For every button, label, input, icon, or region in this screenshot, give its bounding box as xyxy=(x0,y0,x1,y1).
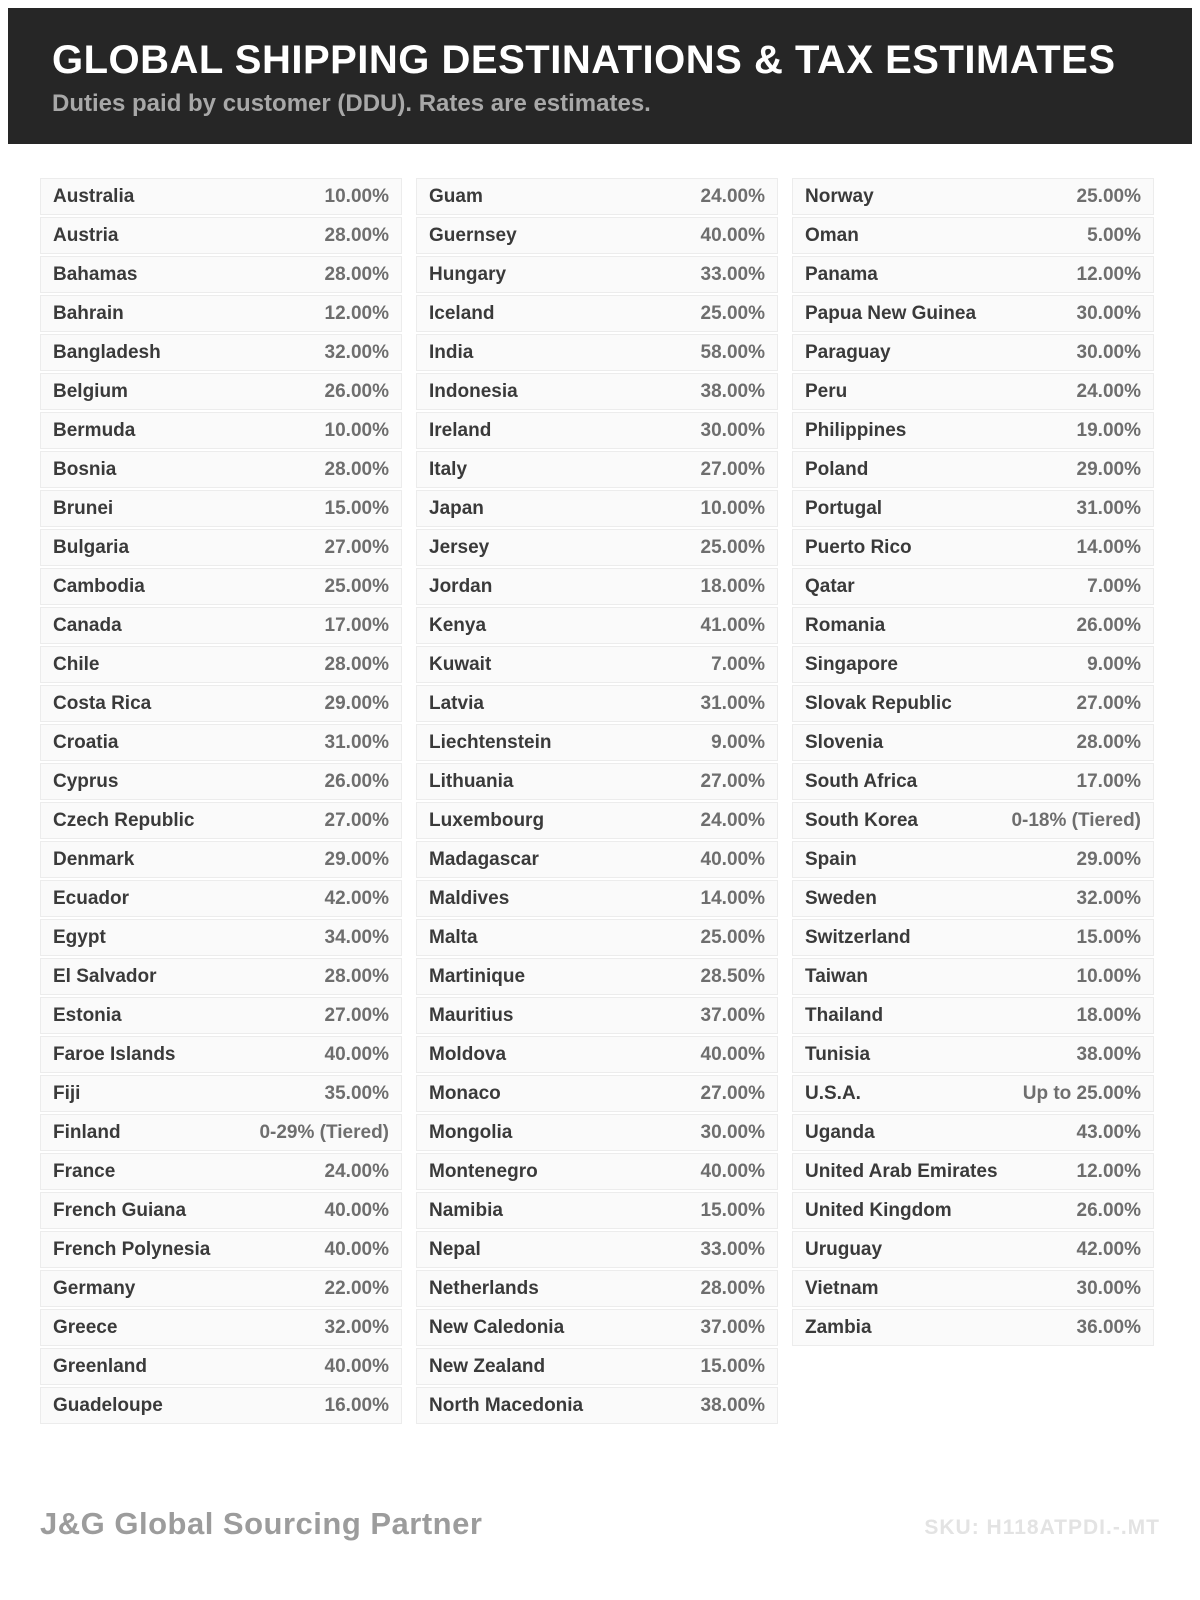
rate-value: 40.00% xyxy=(700,224,765,246)
rate-value: 12.00% xyxy=(1076,263,1141,285)
country-name: Bahamas xyxy=(53,263,138,285)
country-name: Guernsey xyxy=(429,224,517,246)
country-name: Monaco xyxy=(429,1082,501,1104)
rate-value: 0-29% (Tiered) xyxy=(259,1121,389,1143)
rate-value: 25.00% xyxy=(700,302,765,324)
rate-value: 40.00% xyxy=(324,1199,389,1221)
country-name: Romania xyxy=(805,614,886,636)
table-row xyxy=(40,880,402,917)
table-row xyxy=(792,1270,1154,1307)
table-row xyxy=(792,178,1154,215)
tax-rate-table xyxy=(40,178,1154,1426)
country-name: Ecuador xyxy=(53,887,130,909)
country-name: Germany xyxy=(53,1277,136,1299)
country-name: Luxembourg xyxy=(429,809,545,831)
table-row xyxy=(792,529,1154,566)
rate-value: 10.00% xyxy=(324,419,389,441)
country-name: Bangladesh xyxy=(53,341,161,363)
country-name: Canada xyxy=(53,614,122,636)
country-name: Ireland xyxy=(429,419,492,441)
rate-value: 15.00% xyxy=(1076,926,1141,948)
rate-value: 27.00% xyxy=(1076,692,1141,714)
table-row xyxy=(40,919,402,956)
table-row xyxy=(40,958,402,995)
rate-value: 0-18% (Tiered) xyxy=(1011,809,1141,831)
table-row xyxy=(416,1270,778,1307)
country-name: French Polynesia xyxy=(53,1238,211,1260)
rate-value: 27.00% xyxy=(700,458,765,480)
rate-value: 30.00% xyxy=(700,419,765,441)
table-row xyxy=(416,1231,778,1268)
rate-value: 33.00% xyxy=(700,1238,765,1260)
rate-value: 18.00% xyxy=(700,575,765,597)
table-row xyxy=(792,763,1154,800)
country-name: Paraguay xyxy=(805,341,891,363)
rate-value: 24.00% xyxy=(324,1160,389,1182)
rate-value: 28.00% xyxy=(1076,731,1141,753)
table-row xyxy=(416,529,778,566)
table-row xyxy=(40,997,402,1034)
table-row xyxy=(40,1153,402,1190)
rate-value: 16.00% xyxy=(324,1394,389,1416)
rate-value: 19.00% xyxy=(1076,419,1141,441)
rate-value: 12.00% xyxy=(324,302,389,324)
country-name: Costa Rica xyxy=(53,692,152,714)
country-name: North Macedonia xyxy=(429,1394,584,1416)
country-name: El Salvador xyxy=(53,965,157,987)
table-row xyxy=(416,802,778,839)
country-name: Faroe Islands xyxy=(53,1043,176,1065)
table-row xyxy=(40,490,402,527)
table-row xyxy=(40,295,402,332)
rate-value: 5.00% xyxy=(1087,224,1141,246)
country-name: Moldova xyxy=(429,1043,507,1065)
country-name: Switzerland xyxy=(805,926,911,948)
country-name: Iceland xyxy=(429,302,495,324)
country-name: Portugal xyxy=(805,497,883,519)
table-row xyxy=(40,763,402,800)
country-name: South Africa xyxy=(805,770,918,792)
rate-value: 30.00% xyxy=(700,1121,765,1143)
rate-value: 36.00% xyxy=(1076,1316,1141,1338)
rate-value: 29.00% xyxy=(1076,848,1141,870)
rate-value: 34.00% xyxy=(324,926,389,948)
country-name: United Kingdom xyxy=(805,1199,952,1221)
rate-value: 30.00% xyxy=(1076,302,1141,324)
table-row xyxy=(792,451,1154,488)
country-name: Italy xyxy=(429,458,468,480)
rate-value: 7.00% xyxy=(1087,575,1141,597)
country-name: Mauritius xyxy=(429,1004,514,1026)
table-row xyxy=(40,178,402,215)
country-name: Vietnam xyxy=(805,1277,879,1299)
table-row xyxy=(40,841,402,878)
rates-column-1 xyxy=(40,178,402,1426)
rate-value: 32.00% xyxy=(1076,887,1141,909)
country-name: Sweden xyxy=(805,887,877,909)
table-row xyxy=(416,919,778,956)
table-row xyxy=(792,1192,1154,1229)
country-name: South Korea xyxy=(805,809,918,831)
table-row xyxy=(416,958,778,995)
rate-value: 28.00% xyxy=(324,263,389,285)
rate-value: 43.00% xyxy=(1076,1121,1141,1143)
rate-value: 9.00% xyxy=(1087,653,1141,675)
country-name: Croatia xyxy=(53,731,119,753)
table-row xyxy=(416,646,778,683)
rate-value: 10.00% xyxy=(1076,965,1141,987)
table-row xyxy=(40,334,402,371)
country-name: United Arab Emirates xyxy=(805,1160,998,1182)
sku-label: SKU: H118ATPDI.-.MT xyxy=(924,1516,1160,1539)
country-name: Brunei xyxy=(53,497,114,519)
country-name: Estonia xyxy=(53,1004,122,1026)
rate-value: 32.00% xyxy=(324,1316,389,1338)
country-name: Guam xyxy=(429,185,483,207)
rate-value: 15.00% xyxy=(324,497,389,519)
table-row xyxy=(416,1075,778,1112)
table-row xyxy=(792,334,1154,371)
country-name: Czech Republic xyxy=(53,809,195,831)
table-row xyxy=(40,607,402,644)
rate-value: 10.00% xyxy=(324,185,389,207)
table-row xyxy=(40,451,402,488)
table-row xyxy=(792,1231,1154,1268)
country-name: Bulgaria xyxy=(53,536,130,558)
country-name: Puerto Rico xyxy=(805,536,912,558)
country-name: Madagascar xyxy=(429,848,539,870)
country-name: Thailand xyxy=(805,1004,884,1026)
table-row xyxy=(416,1114,778,1151)
rate-value: 27.00% xyxy=(700,770,765,792)
table-row xyxy=(40,1348,402,1385)
rate-value: 26.00% xyxy=(324,770,389,792)
rate-value: 37.00% xyxy=(700,1004,765,1026)
table-row xyxy=(792,841,1154,878)
rate-value: 25.00% xyxy=(700,926,765,948)
rate-value: 14.00% xyxy=(700,887,765,909)
rate-value: 24.00% xyxy=(700,185,765,207)
rate-value: 58.00% xyxy=(700,341,765,363)
table-row xyxy=(792,256,1154,293)
table-row xyxy=(416,490,778,527)
country-name: Kenya xyxy=(429,614,487,636)
table-row xyxy=(792,412,1154,449)
table-row xyxy=(40,685,402,722)
country-name: Martinique xyxy=(429,965,526,987)
country-name: Finland xyxy=(53,1121,121,1143)
table-row xyxy=(40,724,402,761)
rate-value: 28.50% xyxy=(700,965,765,987)
table-row xyxy=(792,217,1154,254)
rate-value: 29.00% xyxy=(324,848,389,870)
table-row xyxy=(416,685,778,722)
table-row xyxy=(792,1114,1154,1151)
table-row xyxy=(416,607,778,644)
country-name: Papua New Guinea xyxy=(805,302,977,324)
rate-value: 31.00% xyxy=(700,692,765,714)
rate-value: 30.00% xyxy=(1076,1277,1141,1299)
table-row xyxy=(40,802,402,839)
table-row xyxy=(416,1348,778,1385)
country-name: Netherlands xyxy=(429,1277,539,1299)
country-name: Lithuania xyxy=(429,770,514,792)
country-name: French Guiana xyxy=(53,1199,187,1221)
table-row xyxy=(416,217,778,254)
table-row xyxy=(40,529,402,566)
country-name: Uganda xyxy=(805,1121,875,1143)
table-row xyxy=(792,490,1154,527)
rate-value: 10.00% xyxy=(700,497,765,519)
rate-value: 31.00% xyxy=(324,731,389,753)
country-name: Zambia xyxy=(805,1316,872,1338)
table-row xyxy=(40,568,402,605)
table-row xyxy=(792,1075,1154,1112)
table-row xyxy=(416,1192,778,1229)
table-row xyxy=(416,1309,778,1346)
rate-value: 35.00% xyxy=(324,1082,389,1104)
rate-value: 40.00% xyxy=(700,848,765,870)
country-name: Greenland xyxy=(53,1355,147,1377)
country-name: Maldives xyxy=(429,887,510,909)
table-row xyxy=(416,295,778,332)
rate-value: 18.00% xyxy=(1076,1004,1141,1026)
table-row xyxy=(792,802,1154,839)
country-name: Chile xyxy=(53,653,100,675)
country-name: Norway xyxy=(805,185,874,207)
rate-value: 31.00% xyxy=(1076,497,1141,519)
rate-value: 9.00% xyxy=(711,731,765,753)
country-name: Montenegro xyxy=(429,1160,538,1182)
table-row xyxy=(416,568,778,605)
page-subtitle: Duties paid by customer (DDU). Rates are estimates. xyxy=(52,90,651,117)
country-name: Singapore xyxy=(805,653,898,675)
country-name: Fiji xyxy=(53,1082,81,1104)
country-name: Uruguay xyxy=(805,1238,883,1260)
rate-value: 15.00% xyxy=(700,1199,765,1221)
rate-value: 28.00% xyxy=(700,1277,765,1299)
country-name: Japan xyxy=(429,497,484,519)
table-row xyxy=(40,1387,402,1424)
country-name: Panama xyxy=(805,263,878,285)
rate-value: 17.00% xyxy=(1076,770,1141,792)
country-name: Spain xyxy=(805,848,857,870)
table-row xyxy=(40,412,402,449)
country-name: Jersey xyxy=(429,536,490,558)
table-row xyxy=(416,451,778,488)
country-name: New Zealand xyxy=(429,1355,546,1377)
country-name: Bahrain xyxy=(53,302,124,324)
table-row xyxy=(40,1036,402,1073)
table-row xyxy=(792,724,1154,761)
country-name: France xyxy=(53,1160,116,1182)
table-row xyxy=(792,685,1154,722)
rate-value: 38.00% xyxy=(700,380,765,402)
rate-value: 37.00% xyxy=(700,1316,765,1338)
table-row xyxy=(40,1270,402,1307)
table-row xyxy=(40,646,402,683)
country-name: Oman xyxy=(805,224,859,246)
table-row xyxy=(416,724,778,761)
country-name: Liechtenstein xyxy=(429,731,552,753)
table-row xyxy=(416,412,778,449)
rate-value: 25.00% xyxy=(1076,185,1141,207)
rate-value: 28.00% xyxy=(324,224,389,246)
country-name: Austria xyxy=(53,224,119,246)
rate-value: 32.00% xyxy=(324,341,389,363)
table-row xyxy=(416,1036,778,1073)
country-name: Poland xyxy=(805,458,869,480)
rate-value: 25.00% xyxy=(700,536,765,558)
country-name: Latvia xyxy=(429,692,484,714)
country-name: Greece xyxy=(53,1316,118,1338)
table-row xyxy=(792,646,1154,683)
table-row xyxy=(792,1036,1154,1073)
rate-value: 33.00% xyxy=(700,263,765,285)
brand-name: J&G Global Sourcing Partner xyxy=(40,1506,483,1541)
table-row xyxy=(792,880,1154,917)
country-name: Qatar xyxy=(805,575,855,597)
rate-value: 41.00% xyxy=(700,614,765,636)
rate-value: 38.00% xyxy=(1076,1043,1141,1065)
country-name: Philippines xyxy=(805,419,907,441)
table-row xyxy=(40,1231,402,1268)
table-row xyxy=(416,997,778,1034)
country-name: Peru xyxy=(805,380,848,402)
table-row xyxy=(416,880,778,917)
rate-value: 27.00% xyxy=(700,1082,765,1104)
country-name: Egypt xyxy=(53,926,106,948)
table-row xyxy=(792,1153,1154,1190)
rate-value: 24.00% xyxy=(700,809,765,831)
country-name: Malta xyxy=(429,926,478,948)
country-name: Hungary xyxy=(429,263,507,285)
rate-value: 28.00% xyxy=(324,458,389,480)
rate-value: 40.00% xyxy=(324,1355,389,1377)
rate-value: 42.00% xyxy=(1076,1238,1141,1260)
header-banner xyxy=(8,8,1192,144)
table-row xyxy=(416,763,778,800)
rate-value: 28.00% xyxy=(324,965,389,987)
country-name: Mongolia xyxy=(429,1121,513,1143)
rate-value: 27.00% xyxy=(324,809,389,831)
country-name: India xyxy=(429,341,474,363)
country-name: Taiwan xyxy=(805,965,868,987)
table-row xyxy=(416,1387,778,1424)
rate-value: 40.00% xyxy=(324,1043,389,1065)
rate-value: 27.00% xyxy=(324,1004,389,1026)
table-row xyxy=(416,256,778,293)
country-name: Namibia xyxy=(429,1199,503,1221)
table-row xyxy=(416,841,778,878)
country-name: Nepal xyxy=(429,1238,481,1260)
rates-column-2 xyxy=(416,178,778,1426)
table-row xyxy=(40,1114,402,1151)
country-name: Indonesia xyxy=(429,380,518,402)
rate-value: 29.00% xyxy=(1076,458,1141,480)
table-row xyxy=(792,997,1154,1034)
country-name: Bosnia xyxy=(53,458,117,480)
table-row xyxy=(792,919,1154,956)
rate-value: 17.00% xyxy=(324,614,389,636)
country-name: Jordan xyxy=(429,575,493,597)
table-row xyxy=(416,178,778,215)
rate-value: 28.00% xyxy=(324,653,389,675)
country-name: Tunisia xyxy=(805,1043,871,1065)
rate-value: 40.00% xyxy=(324,1238,389,1260)
rate-value: 29.00% xyxy=(324,692,389,714)
table-row xyxy=(792,568,1154,605)
country-name: Guadeloupe xyxy=(53,1394,163,1416)
rate-value: 24.00% xyxy=(1076,380,1141,402)
table-row xyxy=(416,373,778,410)
table-row xyxy=(792,1309,1154,1346)
table-row xyxy=(792,295,1154,332)
footer xyxy=(40,1506,1160,1542)
rate-value: 14.00% xyxy=(1076,536,1141,558)
country-name: New Caledonia xyxy=(429,1316,565,1338)
table-row xyxy=(792,958,1154,995)
country-name: Cambodia xyxy=(53,575,145,597)
rate-value: 40.00% xyxy=(700,1043,765,1065)
country-name: Bermuda xyxy=(53,419,136,441)
table-row xyxy=(40,1075,402,1112)
rates-column-3 xyxy=(792,178,1154,1348)
page-title: GLOBAL SHIPPING DESTINATIONS & TAX ESTIMATES xyxy=(52,38,1116,82)
table-row xyxy=(416,1153,778,1190)
rate-value: 38.00% xyxy=(700,1394,765,1416)
rate-value: 26.00% xyxy=(1076,614,1141,636)
country-name: Slovak Republic xyxy=(805,692,952,714)
table-row xyxy=(40,256,402,293)
table-row xyxy=(40,217,402,254)
table-row xyxy=(40,373,402,410)
country-name: Cyprus xyxy=(53,770,119,792)
country-name: Kuwait xyxy=(429,653,492,675)
country-name: Belgium xyxy=(53,380,128,402)
rate-value: 30.00% xyxy=(1076,341,1141,363)
country-name: U.S.A. xyxy=(805,1082,861,1104)
table-row xyxy=(792,373,1154,410)
rate-value: 42.00% xyxy=(324,887,389,909)
country-name: Denmark xyxy=(53,848,135,870)
rate-value: 25.00% xyxy=(324,575,389,597)
rate-value: 7.00% xyxy=(711,653,765,675)
country-name: Australia xyxy=(53,185,135,207)
rate-value: 26.00% xyxy=(1076,1199,1141,1221)
rate-value: Up to 25.00% xyxy=(1022,1082,1141,1104)
rate-value: 12.00% xyxy=(1076,1160,1141,1182)
rate-value: 26.00% xyxy=(324,380,389,402)
table-row xyxy=(40,1192,402,1229)
rate-value: 15.00% xyxy=(700,1355,765,1377)
rate-value: 40.00% xyxy=(700,1160,765,1182)
rate-value: 27.00% xyxy=(324,536,389,558)
rate-value: 22.00% xyxy=(324,1277,389,1299)
table-row xyxy=(40,1309,402,1346)
country-name: Slovenia xyxy=(805,731,884,753)
table-row xyxy=(792,607,1154,644)
table-row xyxy=(416,334,778,371)
